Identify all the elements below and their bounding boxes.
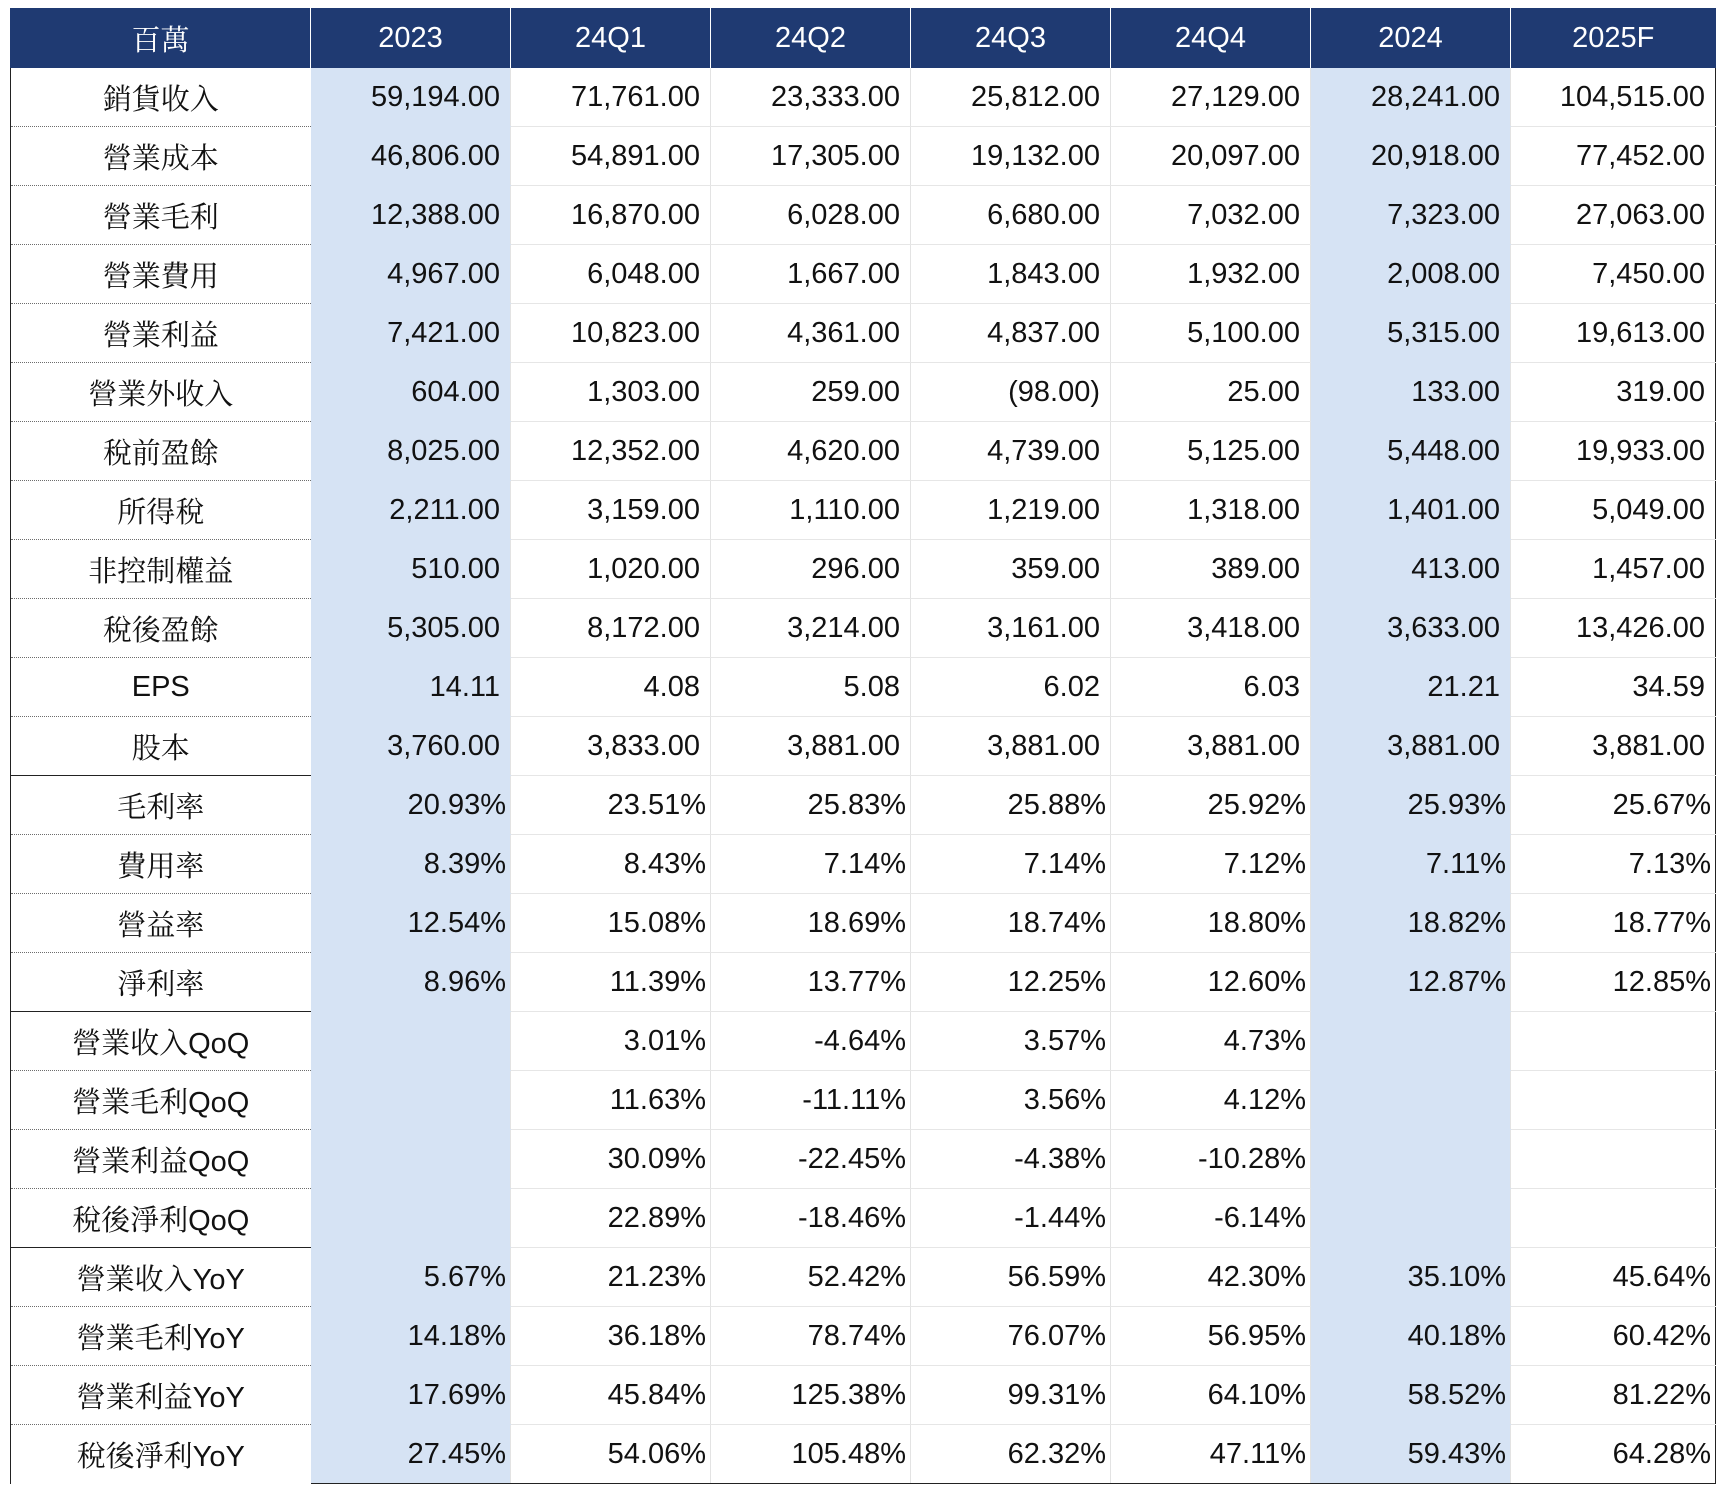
value-cell: 510.00 xyxy=(311,540,511,599)
table-row xyxy=(11,127,1716,186)
value-cell xyxy=(1311,1189,1511,1248)
value-cell: 27,063.00 xyxy=(1511,186,1716,245)
table-row xyxy=(11,1425,1716,1484)
value-cell: 3,881.00 xyxy=(1511,717,1716,776)
value-cell: 20.93% xyxy=(311,776,511,835)
value-cell: 5,315.00 xyxy=(1311,304,1511,363)
value-cell: 389.00 xyxy=(1111,540,1311,599)
value-cell: 1,401.00 xyxy=(1311,481,1511,540)
value-cell: 133.00 xyxy=(1311,363,1511,422)
value-cell: 5.08 xyxy=(711,658,911,717)
row-label: 稅後盈餘 xyxy=(11,599,311,658)
value-cell: 56.95% xyxy=(1111,1307,1311,1366)
row-label: 營業成本 xyxy=(11,127,311,186)
value-cell: 2,211.00 xyxy=(311,481,511,540)
value-cell: 296.00 xyxy=(711,540,911,599)
value-cell: 5,100.00 xyxy=(1111,304,1311,363)
value-cell: 20,918.00 xyxy=(1311,127,1511,186)
table-row xyxy=(11,894,1716,953)
value-cell: 3,161.00 xyxy=(911,599,1111,658)
value-cell: 54.06% xyxy=(511,1425,711,1484)
value-cell xyxy=(311,1189,511,1248)
value-cell: 99.31% xyxy=(911,1366,1111,1425)
value-cell: 8.39% xyxy=(311,835,511,894)
value-cell: 35.10% xyxy=(1311,1248,1511,1307)
value-cell: 64.10% xyxy=(1111,1366,1311,1425)
value-cell: 104,515.00 xyxy=(1511,68,1716,127)
value-cell: 64.28% xyxy=(1511,1425,1716,1484)
value-cell: 3,214.00 xyxy=(711,599,911,658)
value-cell: 12.54% xyxy=(311,894,511,953)
row-label: 營業毛利 xyxy=(11,186,311,245)
table-row xyxy=(11,953,1716,1012)
row-label: 稅後淨利YoY xyxy=(11,1425,311,1484)
table-row xyxy=(11,481,1716,540)
value-cell: 25.93% xyxy=(1311,776,1511,835)
value-cell: 7,032.00 xyxy=(1111,186,1311,245)
value-cell: 25,812.00 xyxy=(911,68,1111,127)
value-cell: 36.18% xyxy=(511,1307,711,1366)
value-cell: 2,008.00 xyxy=(1311,245,1511,304)
value-cell: 81.22% xyxy=(1511,1366,1716,1425)
value-cell: 11.39% xyxy=(511,953,711,1012)
value-cell: 34.59 xyxy=(1511,658,1716,717)
value-cell: 8.43% xyxy=(511,835,711,894)
value-cell: 3,633.00 xyxy=(1311,599,1511,658)
value-cell: 7,323.00 xyxy=(1311,186,1511,245)
table-row xyxy=(11,1307,1716,1366)
value-cell: 8,172.00 xyxy=(511,599,711,658)
row-label: 營業利益 xyxy=(11,304,311,363)
value-cell: 6.03 xyxy=(1111,658,1311,717)
value-cell: 45.64% xyxy=(1511,1248,1716,1307)
value-cell xyxy=(1511,1071,1716,1130)
value-cell: 59.43% xyxy=(1311,1425,1511,1484)
value-cell: 4,739.00 xyxy=(911,422,1111,481)
value-cell: 47.11% xyxy=(1111,1425,1311,1484)
value-cell: 45.84% xyxy=(511,1366,711,1425)
row-label: 營業毛利QoQ xyxy=(11,1071,311,1130)
row-label: 營業利益QoQ xyxy=(11,1130,311,1189)
value-cell: 19,132.00 xyxy=(911,127,1111,186)
table-row xyxy=(11,1248,1716,1307)
value-cell: 4,967.00 xyxy=(311,245,511,304)
value-cell: 3.01% xyxy=(511,1012,711,1071)
row-label: 淨利率 xyxy=(11,953,311,1012)
value-cell: 77,452.00 xyxy=(1511,127,1716,186)
value-cell: 3,881.00 xyxy=(1311,717,1511,776)
value-cell: 19,613.00 xyxy=(1511,304,1716,363)
row-label: EPS xyxy=(11,658,311,717)
value-cell xyxy=(1311,1012,1511,1071)
value-cell: 3,760.00 xyxy=(311,717,511,776)
value-cell: 25.92% xyxy=(1111,776,1311,835)
value-cell: 71,761.00 xyxy=(511,68,711,127)
row-label: 營業收入YoY xyxy=(11,1248,311,1307)
value-cell: -22.45% xyxy=(711,1130,911,1189)
value-cell: 319.00 xyxy=(1511,363,1716,422)
value-cell: 3,881.00 xyxy=(711,717,911,776)
value-cell xyxy=(1511,1012,1716,1071)
value-cell: 3,881.00 xyxy=(911,717,1111,776)
value-cell: 13.77% xyxy=(711,953,911,1012)
value-cell: 1,667.00 xyxy=(711,245,911,304)
value-cell: 4.73% xyxy=(1111,1012,1311,1071)
value-cell: 7.13% xyxy=(1511,835,1716,894)
value-cell: 21.21 xyxy=(1311,658,1511,717)
value-cell: 20,097.00 xyxy=(1111,127,1311,186)
value-cell: 7.14% xyxy=(711,835,911,894)
table-row xyxy=(11,1012,1716,1071)
value-cell: 27,129.00 xyxy=(1111,68,1311,127)
value-cell: 5.67% xyxy=(311,1248,511,1307)
value-cell: 4,620.00 xyxy=(711,422,911,481)
header-col-2024: 2024 xyxy=(1311,8,1511,68)
table-header xyxy=(11,8,1716,68)
value-cell: 28,241.00 xyxy=(1311,68,1511,127)
table-body xyxy=(11,68,1716,1484)
value-cell: 12.85% xyxy=(1511,953,1716,1012)
value-cell: 5,125.00 xyxy=(1111,422,1311,481)
row-label: 毛利率 xyxy=(11,776,311,835)
value-cell: -11.11% xyxy=(711,1071,911,1130)
value-cell: 3.56% xyxy=(911,1071,1111,1130)
value-cell: 15.08% xyxy=(511,894,711,953)
value-cell: 1,457.00 xyxy=(1511,540,1716,599)
value-cell xyxy=(311,1012,511,1071)
value-cell: 25.67% xyxy=(1511,776,1716,835)
table-row xyxy=(11,304,1716,363)
value-cell: 259.00 xyxy=(711,363,911,422)
value-cell: 5,305.00 xyxy=(311,599,511,658)
table-row xyxy=(11,658,1716,717)
value-cell xyxy=(1511,1189,1716,1248)
value-cell: 4.12% xyxy=(1111,1071,1311,1130)
header-col-2025f: 2025F xyxy=(1511,8,1716,68)
value-cell: 7.14% xyxy=(911,835,1111,894)
value-cell: 12.87% xyxy=(1311,953,1511,1012)
value-cell: 125.38% xyxy=(711,1366,911,1425)
table-row xyxy=(11,1130,1716,1189)
value-cell: 1,110.00 xyxy=(711,481,911,540)
value-cell: 18.82% xyxy=(1311,894,1511,953)
value-cell: 25.88% xyxy=(911,776,1111,835)
value-cell: 23.51% xyxy=(511,776,711,835)
value-cell: 4,361.00 xyxy=(711,304,911,363)
value-cell: 23,333.00 xyxy=(711,68,911,127)
value-cell: 52.42% xyxy=(711,1248,911,1307)
row-label: 非控制權益 xyxy=(11,540,311,599)
row-label: 營業毛利YoY xyxy=(11,1307,311,1366)
value-cell: 14.11 xyxy=(311,658,511,717)
row-label: 營業收入QoQ xyxy=(11,1012,311,1071)
value-cell: 14.18% xyxy=(311,1307,511,1366)
financial-summary-table xyxy=(10,8,1716,1484)
value-cell: 40.18% xyxy=(1311,1307,1511,1366)
row-label: 營業外收入 xyxy=(11,363,311,422)
value-cell: 3,881.00 xyxy=(1111,717,1311,776)
row-label: 營益率 xyxy=(11,894,311,953)
row-label: 費用率 xyxy=(11,835,311,894)
value-cell: 16,870.00 xyxy=(511,186,711,245)
value-cell: 7.12% xyxy=(1111,835,1311,894)
value-cell: (98.00) xyxy=(911,363,1111,422)
table-row xyxy=(11,1366,1716,1425)
value-cell: 17.69% xyxy=(311,1366,511,1425)
row-label: 股本 xyxy=(11,717,311,776)
table-row xyxy=(11,68,1716,127)
value-cell xyxy=(311,1130,511,1189)
value-cell: 413.00 xyxy=(1311,540,1511,599)
value-cell: 3,159.00 xyxy=(511,481,711,540)
value-cell: 3.57% xyxy=(911,1012,1111,1071)
value-cell: 18.74% xyxy=(911,894,1111,953)
table-row xyxy=(11,835,1716,894)
header-col-24q4: 24Q4 xyxy=(1111,8,1311,68)
table-row xyxy=(11,422,1716,481)
value-cell: 105.48% xyxy=(711,1425,911,1484)
value-cell: 604.00 xyxy=(311,363,511,422)
value-cell: -4.64% xyxy=(711,1012,911,1071)
value-cell: 5,448.00 xyxy=(1311,422,1511,481)
value-cell: -4.38% xyxy=(911,1130,1111,1189)
value-cell: 1,932.00 xyxy=(1111,245,1311,304)
value-cell: 60.42% xyxy=(1511,1307,1716,1366)
value-cell: 17,305.00 xyxy=(711,127,911,186)
value-cell: 42.30% xyxy=(1111,1248,1311,1307)
value-cell: 1,020.00 xyxy=(511,540,711,599)
value-cell: 76.07% xyxy=(911,1307,1111,1366)
value-cell: 21.23% xyxy=(511,1248,711,1307)
table-row xyxy=(11,776,1716,835)
value-cell: 4,837.00 xyxy=(911,304,1111,363)
value-cell: -10.28% xyxy=(1111,1130,1311,1189)
value-cell: 22.89% xyxy=(511,1189,711,1248)
table-row xyxy=(11,186,1716,245)
value-cell xyxy=(1311,1130,1511,1189)
value-cell: 13,426.00 xyxy=(1511,599,1716,658)
value-cell: 1,219.00 xyxy=(911,481,1111,540)
value-cell: 1,303.00 xyxy=(511,363,711,422)
row-label: 稅前盈餘 xyxy=(11,422,311,481)
table-row xyxy=(11,540,1716,599)
value-cell: 19,933.00 xyxy=(1511,422,1716,481)
header-col-2023: 2023 xyxy=(311,8,511,68)
value-cell: 1,843.00 xyxy=(911,245,1111,304)
value-cell: 18.80% xyxy=(1111,894,1311,953)
table-row xyxy=(11,1189,1716,1248)
value-cell: 8.96% xyxy=(311,953,511,1012)
value-cell: 12,388.00 xyxy=(311,186,511,245)
value-cell: 359.00 xyxy=(911,540,1111,599)
row-label: 營業利益YoY xyxy=(11,1366,311,1425)
value-cell: 25.00 xyxy=(1111,363,1311,422)
value-cell: 8,025.00 xyxy=(311,422,511,481)
table-row xyxy=(11,245,1716,304)
header-row xyxy=(11,8,1716,68)
value-cell: 6,048.00 xyxy=(511,245,711,304)
value-cell: 11.63% xyxy=(511,1071,711,1130)
value-cell: 12.25% xyxy=(911,953,1111,1012)
value-cell: 12,352.00 xyxy=(511,422,711,481)
value-cell: -18.46% xyxy=(711,1189,911,1248)
value-cell: 25.83% xyxy=(711,776,911,835)
value-cell: -1.44% xyxy=(911,1189,1111,1248)
value-cell: 7.11% xyxy=(1311,835,1511,894)
value-cell: 7,450.00 xyxy=(1511,245,1716,304)
value-cell: 6,680.00 xyxy=(911,186,1111,245)
row-label: 所得稅 xyxy=(11,481,311,540)
value-cell: 30.09% xyxy=(511,1130,711,1189)
value-cell: 12.60% xyxy=(1111,953,1311,1012)
value-cell: 27.45% xyxy=(311,1425,511,1484)
value-cell: 7,421.00 xyxy=(311,304,511,363)
value-cell: 6.02 xyxy=(911,658,1111,717)
header-col-24q3: 24Q3 xyxy=(911,8,1111,68)
header-unit-label: 百萬 xyxy=(11,8,311,68)
value-cell: 56.59% xyxy=(911,1248,1111,1307)
value-cell: 18.69% xyxy=(711,894,911,953)
value-cell: 6,028.00 xyxy=(711,186,911,245)
value-cell: 46,806.00 xyxy=(311,127,511,186)
header-col-24q1: 24Q1 xyxy=(511,8,711,68)
value-cell: 4.08 xyxy=(511,658,711,717)
value-cell: 3,833.00 xyxy=(511,717,711,776)
value-cell: 54,891.00 xyxy=(511,127,711,186)
header-col-24q2: 24Q2 xyxy=(711,8,911,68)
table-row xyxy=(11,363,1716,422)
table-row xyxy=(11,599,1716,658)
value-cell: -6.14% xyxy=(1111,1189,1311,1248)
financial-table-container xyxy=(10,8,1715,1484)
value-cell xyxy=(311,1071,511,1130)
value-cell: 78.74% xyxy=(711,1307,911,1366)
value-cell: 10,823.00 xyxy=(511,304,711,363)
table-row xyxy=(11,717,1716,776)
row-label: 銷貨收入 xyxy=(11,68,311,127)
value-cell: 59,194.00 xyxy=(311,68,511,127)
table-row xyxy=(11,1071,1716,1130)
value-cell: 3,418.00 xyxy=(1111,599,1311,658)
value-cell: 1,318.00 xyxy=(1111,481,1311,540)
value-cell: 62.32% xyxy=(911,1425,1111,1484)
value-cell: 18.77% xyxy=(1511,894,1716,953)
value-cell xyxy=(1311,1071,1511,1130)
value-cell: 58.52% xyxy=(1311,1366,1511,1425)
row-label: 營業費用 xyxy=(11,245,311,304)
row-label: 稅後淨利QoQ xyxy=(11,1189,311,1248)
value-cell: 5,049.00 xyxy=(1511,481,1716,540)
value-cell xyxy=(1511,1130,1716,1189)
